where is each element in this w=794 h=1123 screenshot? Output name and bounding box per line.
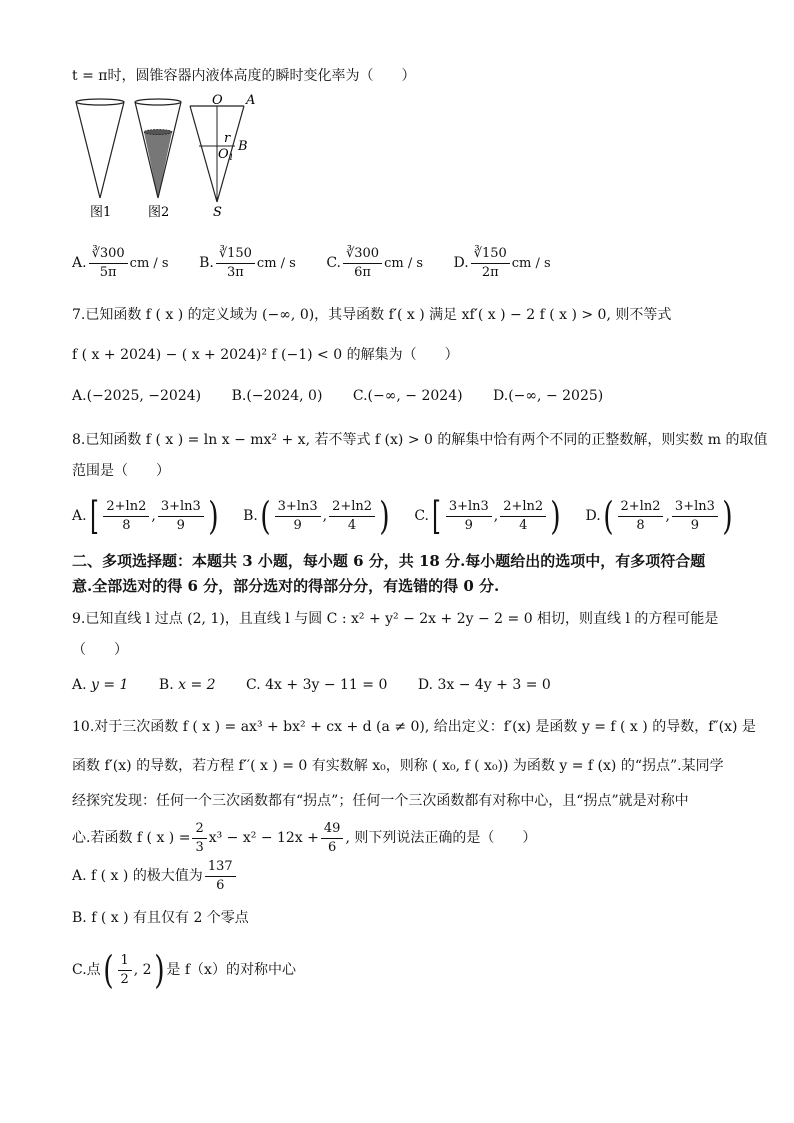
q8-option-c[interactable]: C.[ $\frac{3+\ln 3}{9}$ , $\frac{2+\ln 2}{4}$ ) (414, 494, 561, 538)
q7-stem-line1: 7.已知函数 f ( x ) 的定义域为 (−∞, 0)，其导函数 f′( x ) 满足 xf′( x ) − 2 f ( x ) > 0, 则不等式 (72, 307, 672, 323)
q8-stem-line1: 8.已知函数 f ( x ) = ln x − mx² + x, 若不等式 f (x) > 0 的解集中恰有两个不同的正整数解，则实数 m 的取值 (72, 432, 768, 448)
cone-figure (72, 94, 272, 222)
q10-option-a[interactable]: A. f ( x ) 的极大值为 $\frac{137}{6}$ (72, 856, 238, 896)
q9-option-a[interactable]: A. y = 1 (72, 677, 129, 693)
label-O1: O1 (218, 147, 234, 162)
label-O: O (212, 94, 223, 108)
q8-stem-line2: 范围是（ ） (72, 463, 170, 479)
q9-option-b[interactable]: B. x = 2 (158, 677, 216, 693)
q7-option-b[interactable]: B.(−2024, 0) (231, 388, 323, 404)
q6-option-b[interactable]: B. $\frac{∛150}{3\pi}$ cm / s (199, 245, 296, 280)
q8-option-b[interactable]: B.( $\frac{3+\ln 3}{9}$ , $\frac{2+\ln 2}{4}$ ) (243, 494, 390, 538)
q8-options (72, 496, 735, 536)
q10-stem-line1: 10.对于三次函数 f ( x ) = ax³ + bx² + cx + d (a ≠ 0), 给出定义：f′(x) 是函数 y = f ( x ) 的导数，f″(x) 是 (72, 719, 756, 735)
label-fig2: 图2 (148, 205, 170, 220)
q10-option-c[interactable]: C.点( $\frac{1}{2}$ , 2) 是 f（x）的对称中心 (72, 948, 296, 992)
q9-stem-line2: （ ） (72, 642, 128, 658)
section2-heading-line2: 意.全部选对的得 6 分，部分选对的得部分分，有选错的得 0 分. (72, 577, 500, 595)
label-A: A (246, 94, 256, 108)
q10-option-b[interactable]: B. f ( x ) 有且仅有 2 个零点 (72, 910, 249, 926)
q9-option-d[interactable]: D. 3x − 4y + 3 = 0 (417, 677, 551, 693)
section2-heading-line1: 二、多项选择题：本题共 3 小题，每小题 6 分，共 18 分.每小题给出的选项中，有多项符合题 (72, 552, 706, 570)
q10-stem-line4: 心.若函数 f ( x ) = $\frac{2}{3}$ x³ − x² − 12x + $\frac{49}{6}$ , 则下列说法正确的是（ ） (72, 820, 537, 855)
q8-option-a[interactable]: A.[ $\frac{2+\ln 2}{8}$ , $\frac{3+\ln 3}{9}$ ) (72, 494, 219, 538)
q10-stem-line3: 经探究发现：任何一个三次函数都有“拐点”；任何一个三次函数都有对称中心，且“拐点”就是对称中 (72, 793, 689, 809)
q6-stem: t = π时，圆锥容器内液体高度的瞬时变化率为（ ） (72, 68, 416, 84)
label-r: r (224, 131, 231, 146)
q7-stem-line2: f ( x + 2024) − ( x + 2024)² f (−1) < 0 的解集为（ ） (72, 347, 459, 363)
q7-options (72, 386, 629, 406)
q8-option-d[interactable]: D.( $\frac{2+\ln 2}{8}$ , $\frac{3+\ln 3}{9}$ ) (585, 494, 733, 538)
label-fig1: 图1 (90, 205, 112, 220)
q7-option-c[interactable]: C.(−∞, − 2024) (352, 388, 463, 404)
q9-option-c[interactable]: C. 4x + 3y − 11 = 0 (246, 677, 388, 693)
cone-section (190, 94, 255, 220)
q9-stem-line1: 9.已知直线 l 过点 (2, 1)，且直线 l 与圆 C : x² + y² − 2x + 2y − 2 = 0 相切，则直线 l 的方程可能是 (72, 611, 719, 627)
cone-fig1 (76, 99, 124, 198)
q6-option-a[interactable]: A. $\frac{∛300}{5\pi}$ cm / s (72, 245, 169, 280)
q7-option-a[interactable]: A.(−2025, −2024) (72, 388, 202, 404)
q10-stem-line2: 函数 f′(x) 的导数，若方程 f′′( x ) = 0 有实数解 x₀，则称 ( x₀, f ( x₀)) 为函数 y = f (x) 的“拐点”.某同学 (72, 758, 724, 774)
q7-option-d[interactable]: D.(−∞, − 2025) (493, 388, 604, 404)
q6-options (72, 244, 577, 283)
cone-fig2 (135, 99, 181, 198)
q6-option-c[interactable]: C. $\frac{∛300}{6\pi}$ cm / s (326, 245, 424, 280)
q6-option-d[interactable]: D. $\frac{∛150}{2\pi}$ cm / s (453, 245, 551, 280)
label-B: B (238, 139, 248, 154)
label-S: S (213, 205, 222, 220)
q9-options (72, 675, 577, 695)
